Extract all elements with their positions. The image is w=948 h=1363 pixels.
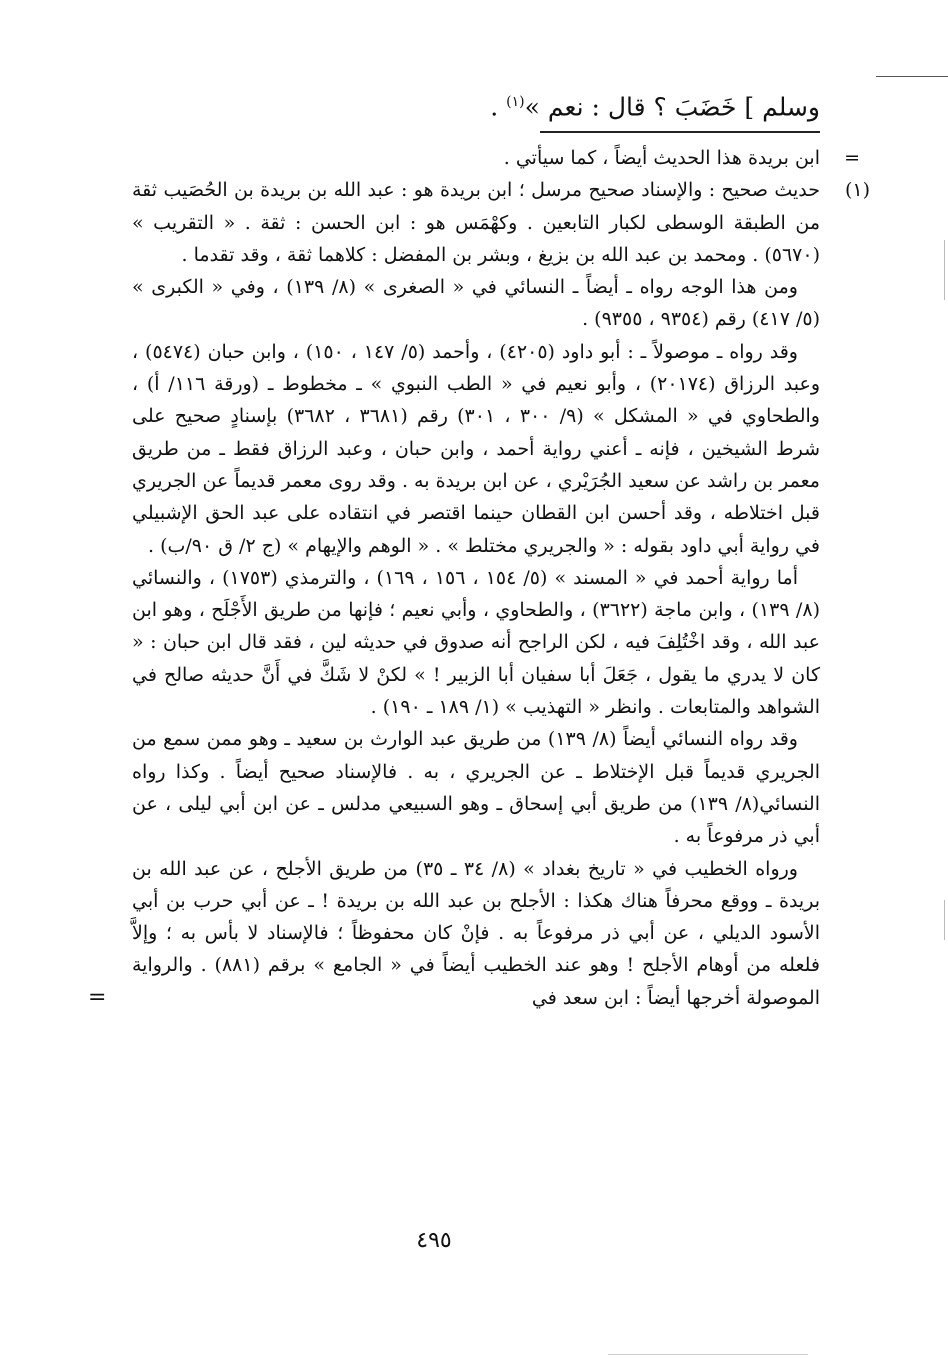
footnote-reference: (١) xyxy=(506,94,525,110)
scan-edge-mark xyxy=(944,240,945,300)
footnote-paragraph-text: ورواه الخطيب في « تاريخ بغداد » (٨/ ٣٤ ـ ٣٥) من طريق الأجلح ، عن عبد الله بن بريدة ـ ووقع محرفاً هناك هكذا : الأجلح بن عبد الله بن بريدة ! ـ عن أبي حرب بن أبي الأسود الديلي ، عن أبي ذر مرفوعاً به . فإنْ كان محفوظاً ؛ فالإسناد لا بأس به ؛ وإلاَّ فلعله من أوهام الأجلح ! وهو عند الخطيب أيضاً في « الجامع » برقم (٨٨١) . والرواية الموصولة أخرجها أيضاً : ابن سعد في xyxy=(132,857,820,1009)
footnote-paragraph: وقد رواه النسائي أيضاً (٨/ ١٣٩) من طريق عبد الوارث بن سعيد ـ وهو ممن سمع من الجريري قديماً قبل الإختلاط ـ عن الجريري ، به . فالإسناد صحيح أيضاً . وكذا رواه النسائي(٨/ ١٣٩) من طريق أبي إسحاق ـ وهو السبيعي مدلس ـ عن ابن أبي ليلى ، عن أبي ذر مرفوعاً به . xyxy=(132,728,820,848)
footnote-1-paragraph xyxy=(132,174,870,271)
carried-footnote-text: ابن بريدة هذا الحديث أيضاً ، كما سيأتي . xyxy=(503,147,820,169)
main-text-body: وسلم ] خَضَبَ ؟ قال : نعم » xyxy=(524,92,820,122)
carried-footnote xyxy=(132,142,860,174)
footnotes xyxy=(88,142,870,1014)
footnote-paragraph: وقد رواه ـ موصولاً ـ : أبو داود (٤٢٠٥) ، وأحمد (٥/ ١٤٧ ، ١٥٠) ، وابن حبان (٥٤٧٤) ، وعبد الرزاق (٢٠١٧٤) ، وأبو نعيم في « الطب النبوي » ـ مخطوط ـ (ورقة ١١٦/ أ) ، والطحاوي في « المشكل » (٩/ ٣٠٠ ، ٣٠١) رقم (٣٦٨١ ، ٣٦٨٢) بإسنادٍ صحيح على شرط الشيخين ، فإنه ـ أعني رواية أحمد ، وابن حبان ، وعبد الرزاق فقط ـ من طريق معمر بن راشد عن سعيد الجُرَيْري ، عن ابن بريدة به . وقد روى معمر قديماً عن الجريري قبل اختلاطه ، وقد أحسن ابن القطان حينما اقتصر في انتقاده على عبد الحق الإشبيلي في رواية أبي داود بقوله : « والجريري مختلط » . « الوهم والإيهام » (ج ٢/ ق ٩٠/ب) . xyxy=(132,340,820,557)
scan-edge-mark xyxy=(944,900,945,940)
page-number: ٤٩٥ xyxy=(416,1228,452,1253)
footnote-separator xyxy=(540,131,820,133)
footnote-paragraph-last xyxy=(88,853,820,1014)
continuation-mark: = xyxy=(88,984,107,1010)
main-text-tail: . xyxy=(490,92,507,122)
continuation-mark: = xyxy=(844,147,860,169)
main-text xyxy=(380,82,820,127)
scan-edge-mark xyxy=(876,76,948,77)
footnote-paragraph: ومن هذا الوجه رواه ـ أيضاً ـ النسائي في « الصغرى » (٨/ ١٣٩) ، وفي « الكبرى » (٥/ ٤١٧) رقم (٩٣٥٤ ، ٩٣٥٥) . xyxy=(132,276,820,331)
footnote-marker: (١) xyxy=(844,179,870,202)
footnote-1-text: حديث صحيح : والإسناد صحيح مرسل ؛ ابن بريدة هو : عبد الله بن بريدة بن الحُصَيب ثقة من الطبقة الوسطى لكبار التابعين . وكهْمَس هو : ابن الحسن : ثقة . « التقريب » (٥٦٧٠) . ومحمد بن عبد الله بن بزيغ ، وبشر بن المفضل : كلاهما ثقة ، وقد تقدما . xyxy=(132,179,820,266)
scan-edge-mark xyxy=(608,1354,808,1355)
footnote-paragraph: أما رواية أحمد في « المسند » (٥/ ١٥٤ ، ١٥٦ ، ١٦٩) ، والترمذي (١٧٥٣) ، والنسائي (٨/ ١٣٩) ، وابن ماجة (٣٦٢٢) ، والطحاوي ، وأبي نعيم ؛ فإنها من طريق الأَجْلَح ، وهو ابن عبد الله ، وقد اخْتُلِفَ فيه ، لكن الراجح أنه صدوق في حديثه لين ، فقد قال ابن حبان : « كان لا يدري ما يقول ، جَعَلَ أبا سفيان أبا الزبير ! » لكنْ لا شَكَّ في أَنَّ حديثه صالح في الشواهد والمتابعات . وانظر « التهذيب » (١/ ١٨٩ ـ ١٩٠) . xyxy=(132,566,820,719)
